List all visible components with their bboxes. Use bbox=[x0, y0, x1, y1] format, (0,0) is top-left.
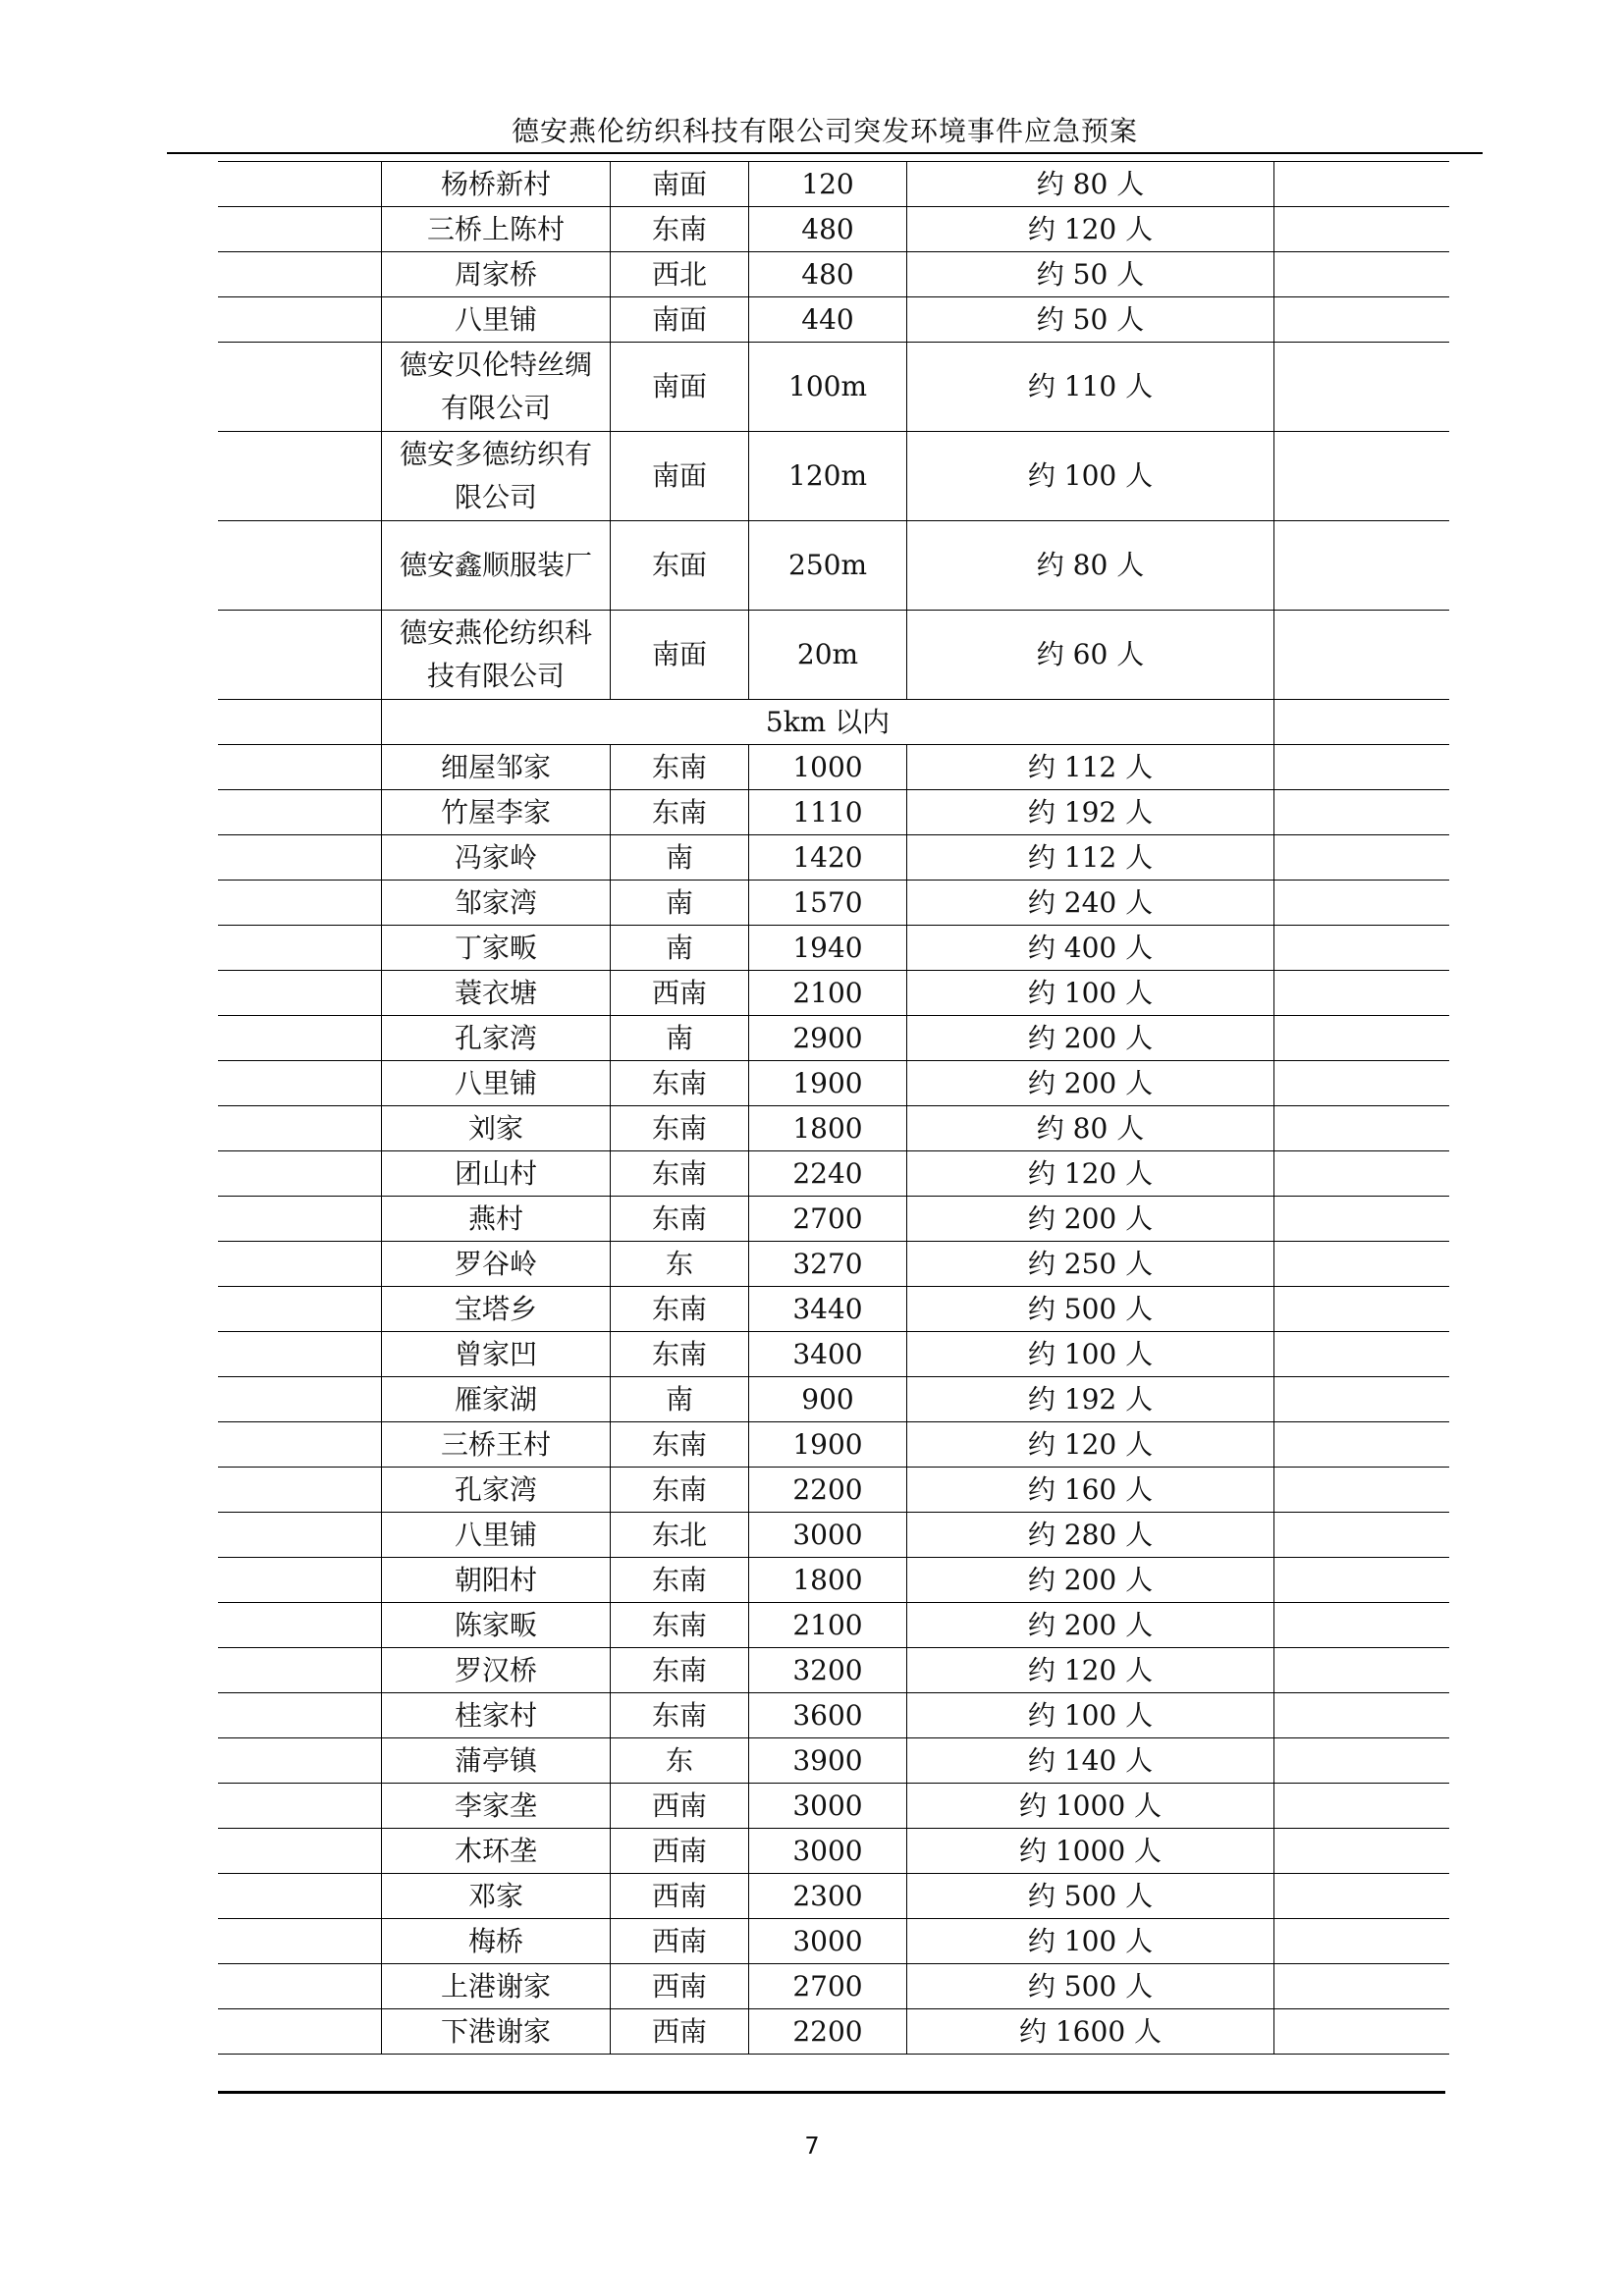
row-spacer-cell bbox=[218, 1061, 382, 1106]
location-name-cell: 八里铺 bbox=[382, 297, 611, 343]
row-spacer-cell bbox=[218, 162, 382, 207]
table-row bbox=[218, 790, 1449, 835]
header-rule bbox=[167, 152, 1483, 154]
row-extra-cell bbox=[1274, 1648, 1450, 1693]
distance-cell: 1800 bbox=[749, 1558, 907, 1603]
direction-cell: 南面 bbox=[611, 611, 749, 700]
population-cell: 约 120 人 bbox=[907, 1422, 1274, 1468]
location-name-cell: 曾家凹 bbox=[382, 1332, 611, 1377]
row-spacer-cell bbox=[218, 1558, 382, 1603]
population-cell: 约 112 人 bbox=[907, 745, 1274, 790]
direction-cell: 西南 bbox=[611, 1829, 749, 1874]
location-name-cell: 桂家村 bbox=[382, 1693, 611, 1738]
population-cell: 约 400 人 bbox=[907, 926, 1274, 971]
population-cell: 约 192 人 bbox=[907, 790, 1274, 835]
location-name-cell: 细屋邹家 bbox=[382, 745, 611, 790]
row-spacer-cell bbox=[218, 1197, 382, 1242]
distance-cell: 3000 bbox=[749, 1513, 907, 1558]
table-row bbox=[218, 1738, 1449, 1784]
direction-cell: 东北 bbox=[611, 1513, 749, 1558]
table-row bbox=[218, 1603, 1449, 1648]
row-spacer-cell bbox=[218, 1513, 382, 1558]
population-cell: 约 80 人 bbox=[907, 162, 1274, 207]
distance-cell: 3000 bbox=[749, 1919, 907, 1964]
distance-cell: 2100 bbox=[749, 971, 907, 1016]
row-extra-cell bbox=[1274, 1197, 1450, 1242]
population-cell: 约 110 人 bbox=[907, 343, 1274, 432]
location-name-cell: 冯家岭 bbox=[382, 835, 611, 881]
population-cell: 约 1000 人 bbox=[907, 1784, 1274, 1829]
distance-cell: 3900 bbox=[749, 1738, 907, 1784]
location-name-cell: 孔家湾 bbox=[382, 1468, 611, 1513]
location-name-cell: 三桥王村 bbox=[382, 1422, 611, 1468]
table-row bbox=[218, 1332, 1449, 1377]
distance-cell: 2200 bbox=[749, 2009, 907, 2055]
direction-cell: 东南 bbox=[611, 790, 749, 835]
table-row bbox=[218, 1558, 1449, 1603]
population-cell: 约 100 人 bbox=[907, 1693, 1274, 1738]
population-cell: 约 100 人 bbox=[907, 971, 1274, 1016]
table-row bbox=[218, 1964, 1449, 2009]
row-spacer-cell bbox=[218, 611, 382, 700]
population-cell: 约 50 人 bbox=[907, 297, 1274, 343]
table-row bbox=[218, 835, 1449, 881]
row-extra-cell bbox=[1274, 1603, 1450, 1648]
row-spacer-cell bbox=[218, 1422, 382, 1468]
direction-cell: 东南 bbox=[611, 745, 749, 790]
distance-cell: 3200 bbox=[749, 1648, 907, 1693]
distance-cell: 2900 bbox=[749, 1016, 907, 1061]
distance-cell: 2700 bbox=[749, 1964, 907, 2009]
row-spacer-cell bbox=[218, 1106, 382, 1151]
population-cell: 约 500 人 bbox=[907, 1287, 1274, 1332]
location-name-cell: 木环垄 bbox=[382, 1829, 611, 1874]
distance-cell: 100m bbox=[749, 343, 907, 432]
distance-cell: 1110 bbox=[749, 790, 907, 835]
location-name-cell: 下港谢家 bbox=[382, 2009, 611, 2055]
row-extra-cell bbox=[1274, 1919, 1450, 1964]
row-spacer-cell bbox=[218, 1287, 382, 1332]
distance-cell: 2200 bbox=[749, 1468, 907, 1513]
direction-cell: 东南 bbox=[611, 1648, 749, 1693]
row-extra-cell bbox=[1274, 1151, 1450, 1197]
direction-cell: 西南 bbox=[611, 2009, 749, 2055]
section-row bbox=[218, 700, 1449, 745]
location-name-cell: 雁家湖 bbox=[382, 1377, 611, 1422]
direction-cell: 南 bbox=[611, 1377, 749, 1422]
distance-cell: 2240 bbox=[749, 1151, 907, 1197]
population-cell: 约 192 人 bbox=[907, 1377, 1274, 1422]
location-name-cell: 杨桥新村 bbox=[382, 162, 611, 207]
row-spacer-cell bbox=[218, 1332, 382, 1377]
table-row bbox=[218, 1016, 1449, 1061]
row-extra-cell bbox=[1274, 700, 1450, 745]
location-name-cell: 丁家畈 bbox=[382, 926, 611, 971]
direction-cell: 南 bbox=[611, 881, 749, 926]
direction-cell: 东面 bbox=[611, 521, 749, 611]
population-cell: 约 500 人 bbox=[907, 1964, 1274, 2009]
direction-cell: 西南 bbox=[611, 1964, 749, 2009]
row-spacer-cell bbox=[218, 1693, 382, 1738]
row-spacer-cell bbox=[218, 1603, 382, 1648]
population-cell: 约 120 人 bbox=[907, 1151, 1274, 1197]
population-cell: 约 60 人 bbox=[907, 611, 1274, 700]
page-number: 7 bbox=[804, 2132, 820, 2160]
distance-cell: 20m bbox=[749, 611, 907, 700]
distance-cell: 120 bbox=[749, 162, 907, 207]
table-row bbox=[218, 1693, 1449, 1738]
population-cell: 约 200 人 bbox=[907, 1603, 1274, 1648]
distance-cell: 1570 bbox=[749, 881, 907, 926]
location-name-cell: 团山村 bbox=[382, 1151, 611, 1197]
distance-cell: 250m bbox=[749, 521, 907, 611]
row-extra-cell bbox=[1274, 611, 1450, 700]
direction-cell: 东南 bbox=[611, 1287, 749, 1332]
distance-cell: 2100 bbox=[749, 1603, 907, 1648]
table-row bbox=[218, 971, 1449, 1016]
row-spacer-cell bbox=[218, 521, 382, 611]
row-extra-cell bbox=[1274, 1332, 1450, 1377]
distance-cell: 1800 bbox=[749, 1106, 907, 1151]
row-spacer-cell bbox=[218, 432, 382, 521]
location-name-cell: 李家垄 bbox=[382, 1784, 611, 1829]
row-spacer-cell bbox=[218, 1242, 382, 1287]
row-extra-cell bbox=[1274, 1287, 1450, 1332]
row-extra-cell bbox=[1274, 343, 1450, 432]
population-cell: 约 200 人 bbox=[907, 1197, 1274, 1242]
row-spacer-cell bbox=[218, 700, 382, 745]
row-spacer-cell bbox=[218, 1151, 382, 1197]
location-name-cell: 邓家 bbox=[382, 1874, 611, 1919]
row-extra-cell bbox=[1274, 162, 1450, 207]
table-row bbox=[218, 1106, 1449, 1151]
direction-cell: 南面 bbox=[611, 432, 749, 521]
direction-cell: 西南 bbox=[611, 1784, 749, 1829]
direction-cell: 南面 bbox=[611, 162, 749, 207]
population-cell: 约 112 人 bbox=[907, 835, 1274, 881]
population-cell: 约 240 人 bbox=[907, 881, 1274, 926]
location-name-cell: 燕村 bbox=[382, 1197, 611, 1242]
sensitive-receptor-table bbox=[218, 161, 1449, 2055]
row-extra-cell bbox=[1274, 1016, 1450, 1061]
population-cell: 约 200 人 bbox=[907, 1558, 1274, 1603]
direction-cell: 东南 bbox=[611, 1422, 749, 1468]
table-row bbox=[218, 521, 1449, 611]
row-extra-cell bbox=[1274, 1513, 1450, 1558]
row-spacer-cell bbox=[218, 835, 382, 881]
population-cell: 约 1600 人 bbox=[907, 2009, 1274, 2055]
direction-cell: 东南 bbox=[611, 207, 749, 252]
section-label: 5km 以内 bbox=[382, 700, 1274, 745]
row-extra-cell bbox=[1274, 1784, 1450, 1829]
table-row bbox=[218, 1151, 1449, 1197]
distance-cell: 1000 bbox=[749, 745, 907, 790]
row-spacer-cell bbox=[218, 790, 382, 835]
population-cell: 约 500 人 bbox=[907, 1874, 1274, 1919]
direction-cell: 东南 bbox=[611, 1693, 749, 1738]
row-spacer-cell bbox=[218, 1016, 382, 1061]
distance-cell: 3000 bbox=[749, 1784, 907, 1829]
row-spacer-cell bbox=[218, 2009, 382, 2055]
location-name-cell: 蒲亭镇 bbox=[382, 1738, 611, 1784]
population-cell: 约 100 人 bbox=[907, 1332, 1274, 1377]
distance-cell: 1900 bbox=[749, 1061, 907, 1106]
location-name-cell: 罗谷岭 bbox=[382, 1242, 611, 1287]
table-row bbox=[218, 432, 1449, 521]
location-name-cell: 竹屋李家 bbox=[382, 790, 611, 835]
distance-cell: 2300 bbox=[749, 1874, 907, 1919]
table-row bbox=[218, 1061, 1449, 1106]
direction-cell: 西南 bbox=[611, 971, 749, 1016]
row-spacer-cell bbox=[218, 343, 382, 432]
direction-cell: 西南 bbox=[611, 1919, 749, 1964]
table-row bbox=[218, 926, 1449, 971]
distance-cell: 3000 bbox=[749, 1829, 907, 1874]
row-extra-cell bbox=[1274, 881, 1450, 926]
row-spacer-cell bbox=[218, 745, 382, 790]
row-extra-cell bbox=[1274, 432, 1450, 521]
table-row bbox=[218, 745, 1449, 790]
row-extra-cell bbox=[1274, 252, 1450, 297]
row-extra-cell bbox=[1274, 1377, 1450, 1422]
location-name-cell: 八里铺 bbox=[382, 1513, 611, 1558]
table-body bbox=[218, 162, 1449, 2055]
population-cell: 约 120 人 bbox=[907, 207, 1274, 252]
row-spacer-cell bbox=[218, 1738, 382, 1784]
population-cell: 约 80 人 bbox=[907, 1106, 1274, 1151]
direction-cell: 东南 bbox=[611, 1332, 749, 1377]
row-spacer-cell bbox=[218, 1377, 382, 1422]
distance-cell: 120m bbox=[749, 432, 907, 521]
population-cell: 约 80 人 bbox=[907, 521, 1274, 611]
location-name-cell: 刘家 bbox=[382, 1106, 611, 1151]
row-spacer-cell bbox=[218, 1784, 382, 1829]
table-row bbox=[218, 1287, 1449, 1332]
direction-cell: 东 bbox=[611, 1738, 749, 1784]
table-row bbox=[218, 1422, 1449, 1468]
row-extra-cell bbox=[1274, 835, 1450, 881]
direction-cell: 南面 bbox=[611, 343, 749, 432]
row-extra-cell bbox=[1274, 1558, 1450, 1603]
table-row bbox=[218, 1874, 1449, 1919]
row-spacer-cell bbox=[218, 297, 382, 343]
row-extra-cell bbox=[1274, 207, 1450, 252]
distance-cell: 1900 bbox=[749, 1422, 907, 1468]
table-bottom-rule bbox=[218, 2091, 1445, 2094]
row-extra-cell bbox=[1274, 1422, 1450, 1468]
row-extra-cell bbox=[1274, 297, 1450, 343]
direction-cell: 东南 bbox=[611, 1468, 749, 1513]
table-row bbox=[218, 2009, 1449, 2055]
population-cell: 约 100 人 bbox=[907, 432, 1274, 521]
row-extra-cell bbox=[1274, 1106, 1450, 1151]
table-row bbox=[218, 1377, 1449, 1422]
distance-cell: 1420 bbox=[749, 835, 907, 881]
location-name-cell: 德安鑫顺服装厂 bbox=[382, 521, 611, 611]
location-name-cell: 罗汉桥 bbox=[382, 1648, 611, 1693]
location-name-cell: 德安多德纺织有限公司 bbox=[382, 432, 611, 521]
row-extra-cell bbox=[1274, 1468, 1450, 1513]
population-cell: 约 1000 人 bbox=[907, 1829, 1274, 1874]
location-name-cell: 陈家畈 bbox=[382, 1603, 611, 1648]
population-cell: 约 160 人 bbox=[907, 1468, 1274, 1513]
row-spacer-cell bbox=[218, 1468, 382, 1513]
population-cell: 约 280 人 bbox=[907, 1513, 1274, 1558]
row-spacer-cell bbox=[218, 1964, 382, 2009]
page-header-title: 德安燕伦纺织科技有限公司突发环境事件应急预案 bbox=[511, 115, 1138, 147]
location-name-cell: 孔家湾 bbox=[382, 1016, 611, 1061]
distance-cell: 3600 bbox=[749, 1693, 907, 1738]
table-row bbox=[218, 1829, 1449, 1874]
location-name-cell: 德安贝伦特丝绸有限公司 bbox=[382, 343, 611, 432]
direction-cell: 东南 bbox=[611, 1106, 749, 1151]
row-extra-cell bbox=[1274, 1061, 1450, 1106]
population-cell: 约 250 人 bbox=[907, 1242, 1274, 1287]
table-row bbox=[218, 1468, 1449, 1513]
location-name-cell: 德安燕伦纺织科技有限公司 bbox=[382, 611, 611, 700]
location-name-cell: 三桥上陈村 bbox=[382, 207, 611, 252]
distance-cell: 440 bbox=[749, 297, 907, 343]
table-row bbox=[218, 611, 1449, 700]
population-cell: 约 200 人 bbox=[907, 1016, 1274, 1061]
location-name-cell: 上港谢家 bbox=[382, 1964, 611, 2009]
table-row bbox=[218, 1784, 1449, 1829]
distance-cell: 2700 bbox=[749, 1197, 907, 1242]
distance-cell: 480 bbox=[749, 207, 907, 252]
row-extra-cell bbox=[1274, 521, 1450, 611]
direction-cell: 东南 bbox=[611, 1197, 749, 1242]
row-extra-cell bbox=[1274, 1242, 1450, 1287]
location-name-cell: 八里铺 bbox=[382, 1061, 611, 1106]
population-cell: 约 50 人 bbox=[907, 252, 1274, 297]
population-cell: 约 200 人 bbox=[907, 1061, 1274, 1106]
direction-cell: 东南 bbox=[611, 1061, 749, 1106]
row-extra-cell bbox=[1274, 926, 1450, 971]
direction-cell: 东南 bbox=[611, 1151, 749, 1197]
row-spacer-cell bbox=[218, 252, 382, 297]
row-extra-cell bbox=[1274, 1874, 1450, 1919]
direction-cell: 东南 bbox=[611, 1558, 749, 1603]
row-spacer-cell bbox=[218, 1829, 382, 1874]
location-name-cell: 宝塔乡 bbox=[382, 1287, 611, 1332]
row-extra-cell bbox=[1274, 1738, 1450, 1784]
direction-cell: 西南 bbox=[611, 1874, 749, 1919]
table-row bbox=[218, 252, 1449, 297]
distance-cell: 900 bbox=[749, 1377, 907, 1422]
row-extra-cell bbox=[1274, 2009, 1450, 2055]
direction-cell: 南 bbox=[611, 1016, 749, 1061]
location-name-cell: 蓑衣塘 bbox=[382, 971, 611, 1016]
row-spacer-cell bbox=[218, 926, 382, 971]
row-spacer-cell bbox=[218, 1874, 382, 1919]
distance-cell: 3400 bbox=[749, 1332, 907, 1377]
direction-cell: 南面 bbox=[611, 297, 749, 343]
location-name-cell: 周家桥 bbox=[382, 252, 611, 297]
population-cell: 约 140 人 bbox=[907, 1738, 1274, 1784]
population-cell: 约 120 人 bbox=[907, 1648, 1274, 1693]
row-spacer-cell bbox=[218, 881, 382, 926]
direction-cell: 东 bbox=[611, 1242, 749, 1287]
row-extra-cell bbox=[1274, 1829, 1450, 1874]
row-spacer-cell bbox=[218, 1919, 382, 1964]
table-row bbox=[218, 343, 1449, 432]
row-extra-cell bbox=[1274, 1693, 1450, 1738]
table-row bbox=[218, 881, 1449, 926]
row-spacer-cell bbox=[218, 971, 382, 1016]
row-spacer-cell bbox=[218, 207, 382, 252]
row-extra-cell bbox=[1274, 1964, 1450, 2009]
population-cell: 约 100 人 bbox=[907, 1919, 1274, 1964]
direction-cell: 南 bbox=[611, 926, 749, 971]
table-row bbox=[218, 1648, 1449, 1693]
distance-cell: 1940 bbox=[749, 926, 907, 971]
row-spacer-cell bbox=[218, 1648, 382, 1693]
table-row bbox=[218, 1242, 1449, 1287]
table-row bbox=[218, 162, 1449, 207]
row-extra-cell bbox=[1274, 745, 1450, 790]
distance-cell: 3440 bbox=[749, 1287, 907, 1332]
table-row bbox=[218, 1919, 1449, 1964]
location-name-cell: 邹家湾 bbox=[382, 881, 611, 926]
table-row bbox=[218, 207, 1449, 252]
location-name-cell: 梅桥 bbox=[382, 1919, 611, 1964]
distance-cell: 3270 bbox=[749, 1242, 907, 1287]
table-row bbox=[218, 1197, 1449, 1242]
direction-cell: 南 bbox=[611, 835, 749, 881]
distance-cell: 480 bbox=[749, 252, 907, 297]
location-name-cell: 朝阳村 bbox=[382, 1558, 611, 1603]
direction-cell: 东南 bbox=[611, 1603, 749, 1648]
row-extra-cell bbox=[1274, 790, 1450, 835]
row-extra-cell bbox=[1274, 971, 1450, 1016]
table-row bbox=[218, 297, 1449, 343]
table-row bbox=[218, 1513, 1449, 1558]
direction-cell: 西北 bbox=[611, 252, 749, 297]
